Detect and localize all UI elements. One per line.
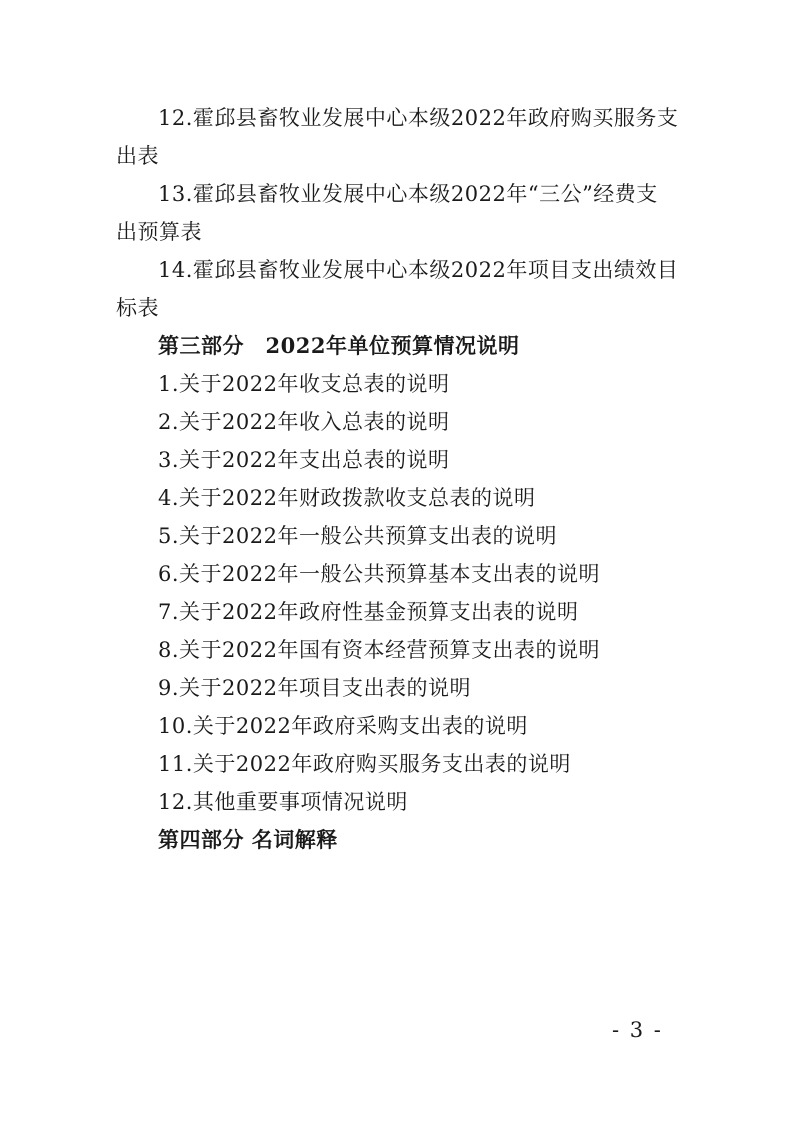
list-item-continuation: 出预算表 [116, 220, 202, 244]
list-item: 10.关于2022年政府采购支出表的说明 [158, 714, 528, 738]
list-item: 7.关于2022年政府性基金预算支出表的说明 [158, 600, 579, 624]
list-item: 14.霍邱县畜牧业发展中心本级2022年项目支出绩效目 [158, 258, 679, 282]
list-item-continuation: 标表 [116, 296, 159, 320]
list-item: 9.关于2022年项目支出表的说明 [158, 676, 471, 700]
list-item: 8.关于2022年国有资本经营预算支出表的说明 [158, 638, 600, 662]
list-item: 4.关于2022年财政拨款收支总表的说明 [158, 486, 536, 510]
list-item: 5.关于2022年一般公共预算支出表的说明 [158, 524, 557, 548]
list-item: 12.霍邱县畜牧业发展中心本级2022年政府购买服务支 [158, 106, 679, 130]
list-item: 11.关于2022年政府购买服务支出表的说明 [158, 752, 571, 776]
list-item: 12.其他重要事项情况说明 [158, 790, 408, 814]
list-item: 13.霍邱县畜牧业发展中心本级2022年“三公”经费支 [158, 182, 658, 206]
list-item-continuation: 出表 [116, 144, 159, 168]
list-item: 1.关于2022年收支总表的说明 [158, 372, 450, 396]
section-heading-part3: 第三部分 2022年单位预算情况说明 [158, 333, 520, 358]
list-item: 2.关于2022年收入总表的说明 [158, 410, 450, 434]
list-item: 3.关于2022年支出总表的说明 [158, 448, 450, 472]
section-heading-part4: 第四部分 名词解释 [158, 827, 338, 852]
page-number: - 3 - [612, 1018, 663, 1042]
list-item: 6.关于2022年一般公共预算基本支出表的说明 [158, 562, 600, 586]
